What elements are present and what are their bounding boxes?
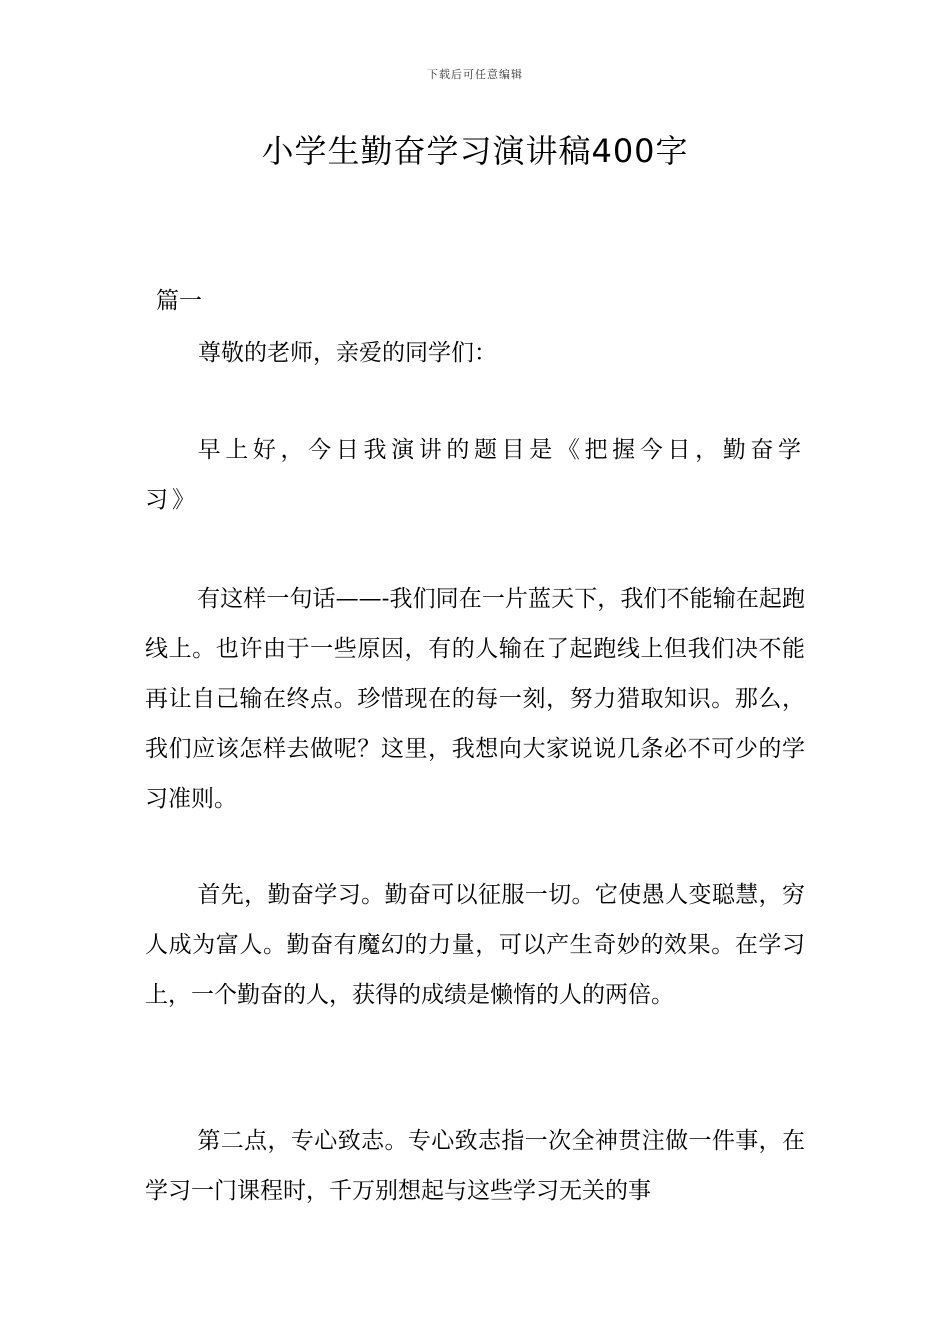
document-title: 小学生勤奋学习演讲稿400字 [261, 132, 689, 170]
paragraph-greeting [145, 425, 805, 525]
paragraph-intro [145, 574, 805, 824]
paragraph-text: 首先，勤奋学习。勤奋可以征服一切。它使愚人变聪慧，穷人成为富人。勤奋有魔幻的力量，可以产生奇妙的效果。在学习上，一个勤奋的人，获得的成绩是懒惰的人的两倍。 [145, 882, 805, 1008]
paragraph-text: 第二点，专心致志。专心致志指一次全神贯注做一件事，在学习一门课程时，千万别想起与这些学习无关的事 [145, 1128, 805, 1204]
section-label: 篇一 [156, 288, 202, 314]
salutation: 尊敬的老师，亲爱的同学们： [198, 340, 497, 366]
paragraph-diligence [145, 870, 805, 1020]
paragraph-text: 早上好，今日我演讲的题目是《把握今日，勤奋学习》 [145, 437, 805, 513]
paragraph-focus [145, 1116, 805, 1216]
header-note: 下载后可任意编辑 [427, 68, 523, 81]
paragraph-text: 有这样一句话——-我们同在一片蓝天下，我们不能输在起跑线上。也许由于一些原因，有的人输在了起跑线上但我们决不能再让自己输在终点。珍惜现在的每一刻，努力猎取知识。那么，我们应该怎样去做呢？这里，我想向大家说说几条必不可少的学习准则。 [145, 586, 805, 812]
